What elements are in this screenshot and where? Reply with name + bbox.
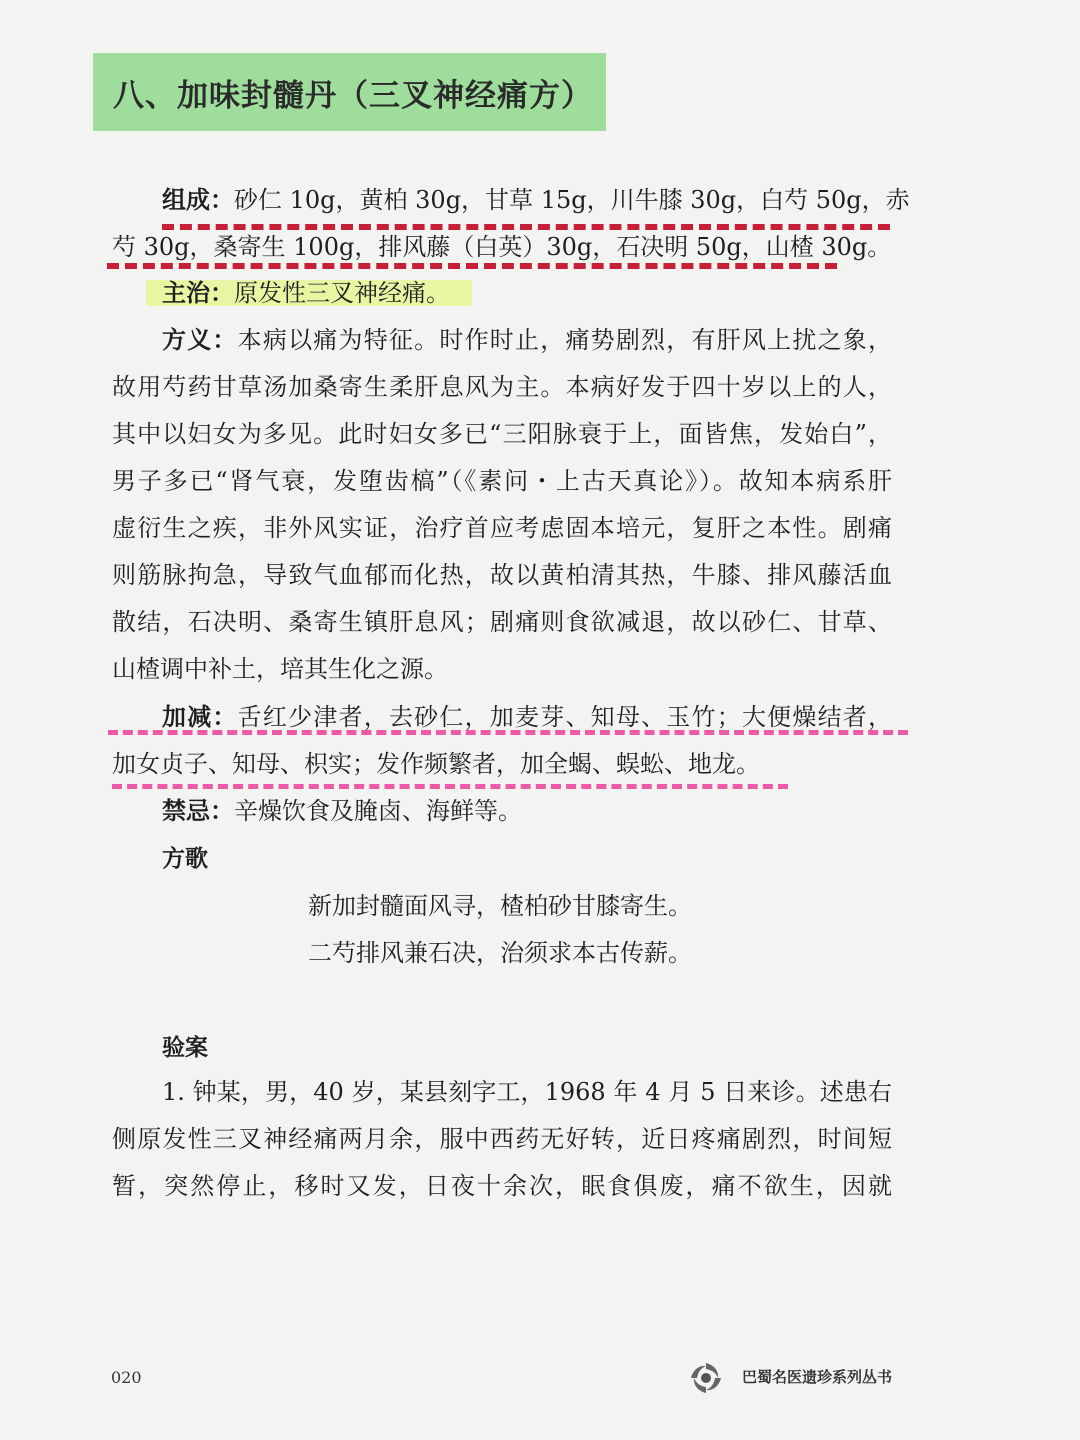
section-title: 八、加味封髓丹（三叉神经痛方） <box>113 77 593 114</box>
modification-line-2: 加女贞子、知母、枳实；发作频繁者，加全蝎、蜈蚣、地龙。 <box>112 750 760 778</box>
rationale-line-1 <box>162 325 892 355</box>
case-line-2: 侧原发性三叉神经痛两月余，服中西药无好转，近日疼痛剧烈，时间短 <box>112 1125 892 1153</box>
rationale-line-8: 山楂调中补土，培其生化之源。 <box>112 655 448 683</box>
section-title-box <box>93 53 606 131</box>
rationale-line-4: 男子多已“肾气衰，发堕齿槁”（《素问・上古天真论》）。故知本病系肝 <box>112 467 892 495</box>
series-name: 巴蜀名医遗珍系列丛书 <box>741 1368 892 1386</box>
modification-line-1 <box>162 702 892 732</box>
rationale-line-6: 则筋脉拘急，导致气血郁而化热，故以黄柏清其热，牛膝、排风藤活血 <box>112 561 892 589</box>
verse-line-1: 新加封髓面风寻，楂柏砂甘膝寄生。 <box>308 892 692 920</box>
case-line-3: 暂，突然停止，移时又发，日夜十余次，眠食俱废，痛不欲生，因就 <box>112 1172 892 1200</box>
pink-dashed-underline-1 <box>108 730 908 735</box>
composition-line-1 <box>162 185 910 215</box>
rationale-line-3: 其中以妇女为多见。此时妇女多已“三阳脉衰于上，面皆焦，发始白”， <box>112 420 892 448</box>
modification-text-1: 舌红少津者，去砂仁，加麦芽、知母、玉竹；大便燥结者， <box>237 703 893 731</box>
verse-heading: 方歌 <box>162 846 208 872</box>
rationale-text-1: 本病以痛为特征。时作时止，痛势剧烈，有肝风上扰之象， <box>237 326 893 354</box>
swirl-logo-icon <box>688 1360 724 1396</box>
contraindication-label: 禁忌： <box>162 797 234 825</box>
contraindication-line <box>162 796 892 826</box>
modification-label: 加减： <box>162 703 238 731</box>
contraindication-text: 辛燥饮食及腌卤、海鲜等。 <box>234 797 522 825</box>
page-number: 020 <box>111 1368 142 1387</box>
red-dashed-underline-2 <box>107 263 837 269</box>
indication-text: 原发性三叉神经痛。 <box>234 279 450 307</box>
case-line-1: 1. 钟某，男，40 岁，某县刻字工，1968 年 4 月 5 日来诊。述患右 <box>162 1078 892 1106</box>
case-heading: 验案 <box>162 1035 208 1061</box>
composition-label: 组成： <box>162 186 234 214</box>
indication-line <box>162 278 892 308</box>
rationale-line-7: 散结，石决明、桑寄生镇肝息风；剧痛则食欲减退，故以砂仁、甘草、 <box>112 608 892 636</box>
composition-line-2: 芍 30g，桑寄生 100g，排风藤（白英）30g，石决明 50g，山楂 30g。 <box>112 233 892 261</box>
red-dashed-underline-1 <box>162 224 890 230</box>
indication-label: 主治： <box>162 279 234 307</box>
verse-line-2: 二芍排风兼石决，治须求本古传薪。 <box>308 939 692 967</box>
rationale-line-5: 虚衍生之疾，非外风实证，治疗首应考虑固本培元，复肝之本性。剧痛 <box>112 514 892 542</box>
rationale-line-2: 故用芍药甘草汤加桑寄生柔肝息风为主。本病好发于四十岁以上的人， <box>112 373 892 401</box>
rationale-label: 方义： <box>162 326 238 354</box>
composition-text-1: 砂仁 10g，黄柏 30g，甘草 15g，川牛膝 30g，白芍 50g，赤 <box>234 186 910 214</box>
pink-dashed-underline-2 <box>112 784 788 789</box>
